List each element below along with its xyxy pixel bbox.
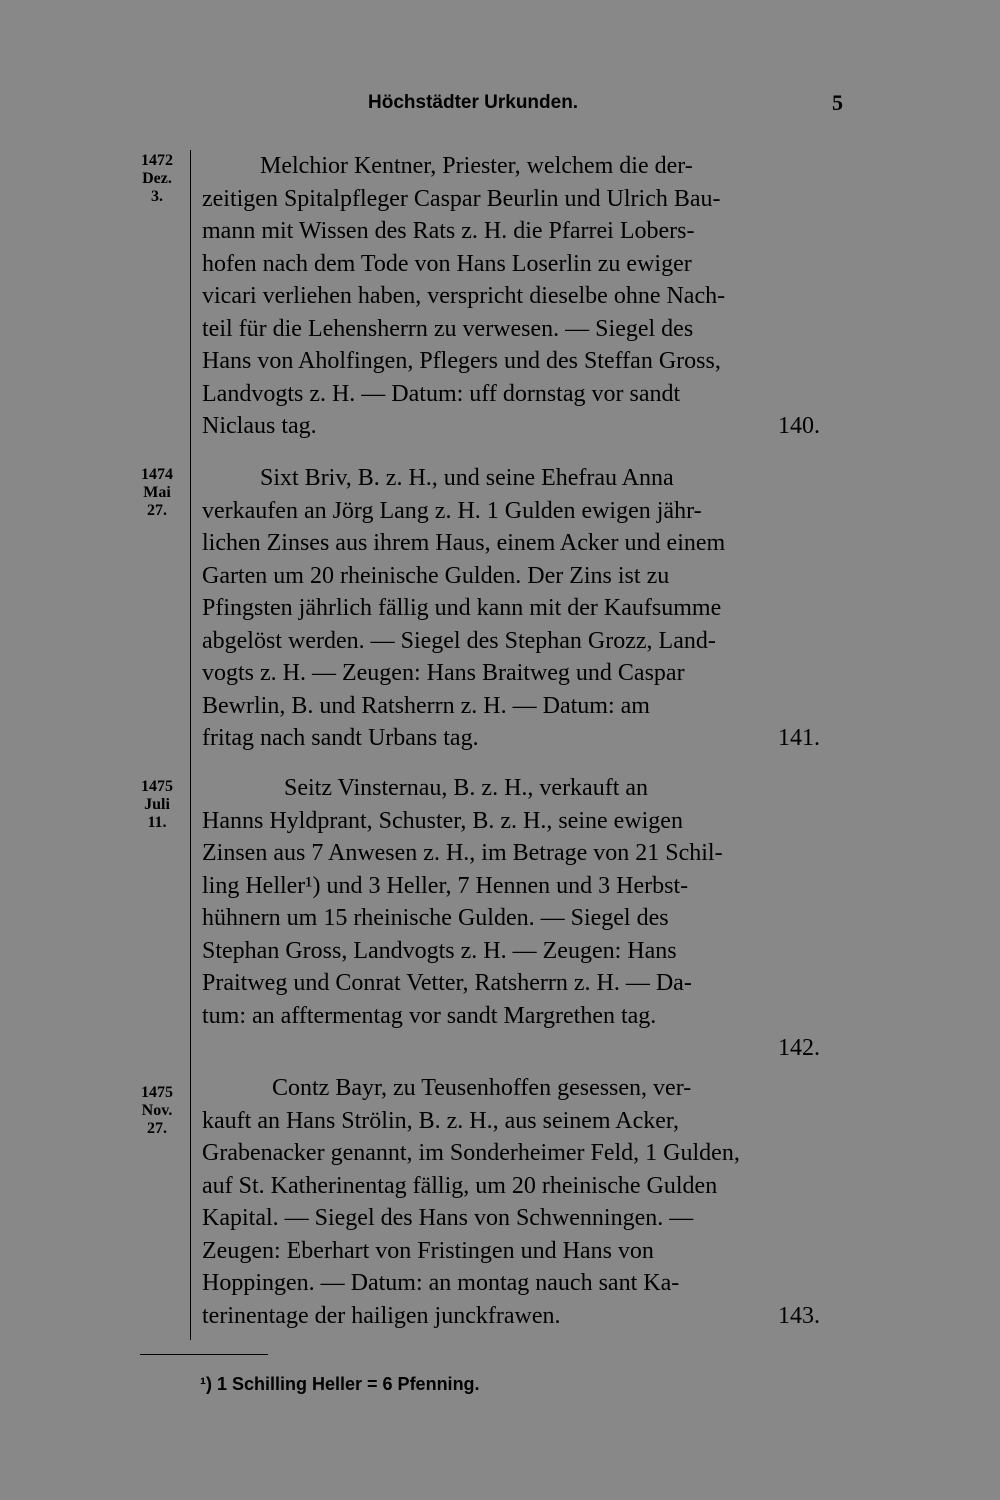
running-title: Höchstädter Urkunden.: [368, 92, 579, 113]
entry-text: [202, 462, 848, 755]
text-line: vicari verliehen haben, verspricht dieselbe ohne Nach-: [202, 283, 726, 309]
entry-text: [202, 150, 848, 443]
text-line: abgelöst werden. — Siegel des Stephan Grozz, Land-: [202, 627, 716, 654]
text-line: Sixt Briv, B. z. H., und seine Ehefrau Anna: [260, 465, 674, 491]
text-line: Praitweg und Conrat Vetter, Ratsherrn z. H. — Da-: [202, 970, 692, 996]
text-line: lichen Zinses aus ihrem Haus, einem Acker und einem: [202, 530, 726, 556]
text-line: kauft an Hans Strölin, B. z. H., aus seinem Acker,: [202, 1107, 679, 1134]
text-line: Stephan Gross, Landvogts z. H. — Zeugen: Hans: [202, 937, 677, 964]
text-line: Contz Bayr, zu Teusenhoffen gesessen, ver-: [272, 1075, 692, 1101]
date-year: 1472: [141, 152, 173, 169]
entry-date: [128, 466, 186, 520]
entry-text: [202, 772, 848, 1065]
entry-text: [202, 1072, 848, 1332]
text-line: tum: an afftermentag vor sandt Margrethen tag.: [202, 1002, 657, 1029]
entry-date: [128, 152, 186, 206]
date-day: 27.: [147, 502, 167, 519]
footnote: ¹) 1 Schilling Heller = 6 Pfenning.: [200, 1374, 480, 1394]
date-year: 1474: [141, 466, 173, 483]
margin-rule: [190, 150, 191, 1340]
running-header: [0, 92, 1000, 128]
entry-date: [128, 778, 186, 832]
text-line: auf St. Katherinentag fällig, um 20 rheinische Gulden: [202, 1172, 718, 1199]
text-line-last: [202, 1300, 848, 1333]
entry-number: 141.: [778, 725, 820, 751]
text-line: Pfingsten jährlich fällig und kann mit der Kaufsumme: [202, 595, 722, 621]
entry-number: 142.: [778, 1035, 820, 1061]
text-line: terinentage der hailigen junckfrawen.: [202, 1302, 561, 1329]
date-month: Dez.: [142, 170, 172, 187]
date-day: 27.: [147, 1120, 167, 1137]
text-line: Zeugen: Eberhart von Fristingen und Hans von: [202, 1237, 654, 1264]
text-line: Hanns Hyldprant, Schuster, B. z. H., seine ewigen: [202, 807, 683, 834]
date-month: Mai: [143, 484, 171, 501]
text-line: verkaufen an Jörg Lang z. H. 1 Gulden ewigen jähr-: [202, 497, 702, 524]
date-day: 3.: [151, 188, 163, 205]
text-line: zeitigen Spitalpfleger Caspar Beurlin und Ulrich Bau-: [202, 185, 721, 212]
text-line: Zinsen aus 7 Anwesen z. H., im Betrage von 21 Schil-: [202, 840, 723, 866]
text-line: fritag nach sandt Urbans tag.: [202, 725, 479, 751]
entry-number: 140.: [778, 413, 820, 439]
text-line-last: [202, 1032, 848, 1065]
text-line-last: [202, 410, 848, 443]
text-line: hofen nach dem Tode von Hans Loserlin zu ewiger: [202, 250, 692, 277]
text-line: Grabenacker genannt, im Sonderheimer Feld, 1 Gulden,: [202, 1140, 740, 1166]
text-line-last: [202, 722, 848, 755]
footnote-rule: [140, 1354, 268, 1355]
text-line: Kapital. — Siegel des Hans von Schwenningen. —: [202, 1205, 694, 1231]
date-day: 11.: [147, 814, 167, 831]
text-line: hühnern um 15 rheinische Gulden. — Siegel des: [202, 905, 669, 931]
text-line: Hans von Aholfingen, Pflegers und des Steffan Gross,: [202, 348, 721, 374]
text-line: Melchior Kentner, Priester, welchem die der-: [260, 153, 693, 179]
text-line: vogts z. H. — Zeugen: Hans Braitweg und Caspar: [202, 660, 685, 686]
text-line: Bewrlin, B. und Ratsherrn z. H. — Datum: am: [202, 692, 650, 719]
text-line: ling Heller¹) und 3 Heller, 7 Hennen und 3 Herbst-: [202, 872, 689, 899]
text-line: Seitz Vinsternau, B. z. H., verkauft an: [284, 775, 649, 801]
date-month: Nov.: [141, 1102, 173, 1119]
page-number: 5: [832, 90, 843, 115]
entry-number: 143.: [778, 1302, 820, 1329]
text-line: Hoppingen. — Datum: an montag nauch sant Ka-: [202, 1270, 680, 1296]
date-month: Juli: [144, 796, 170, 813]
text-line: Garten um 20 rheinische Gulden. Der Zins ist zu: [202, 562, 670, 589]
date-year: 1475: [141, 1084, 173, 1101]
text-line: teil für die Lehensherrn zu verwesen. — Siegel des: [202, 315, 694, 342]
date-year: 1475: [141, 778, 173, 795]
text-line: Landvogts z. H. — Datum: uff dornstag vor sandt: [202, 380, 681, 407]
text-line: mann mit Wissen des Rats z. H. die Pfarrei Lobers-: [202, 218, 695, 244]
entry-date: [128, 1084, 186, 1138]
text-line: Niclaus tag.: [202, 413, 317, 439]
